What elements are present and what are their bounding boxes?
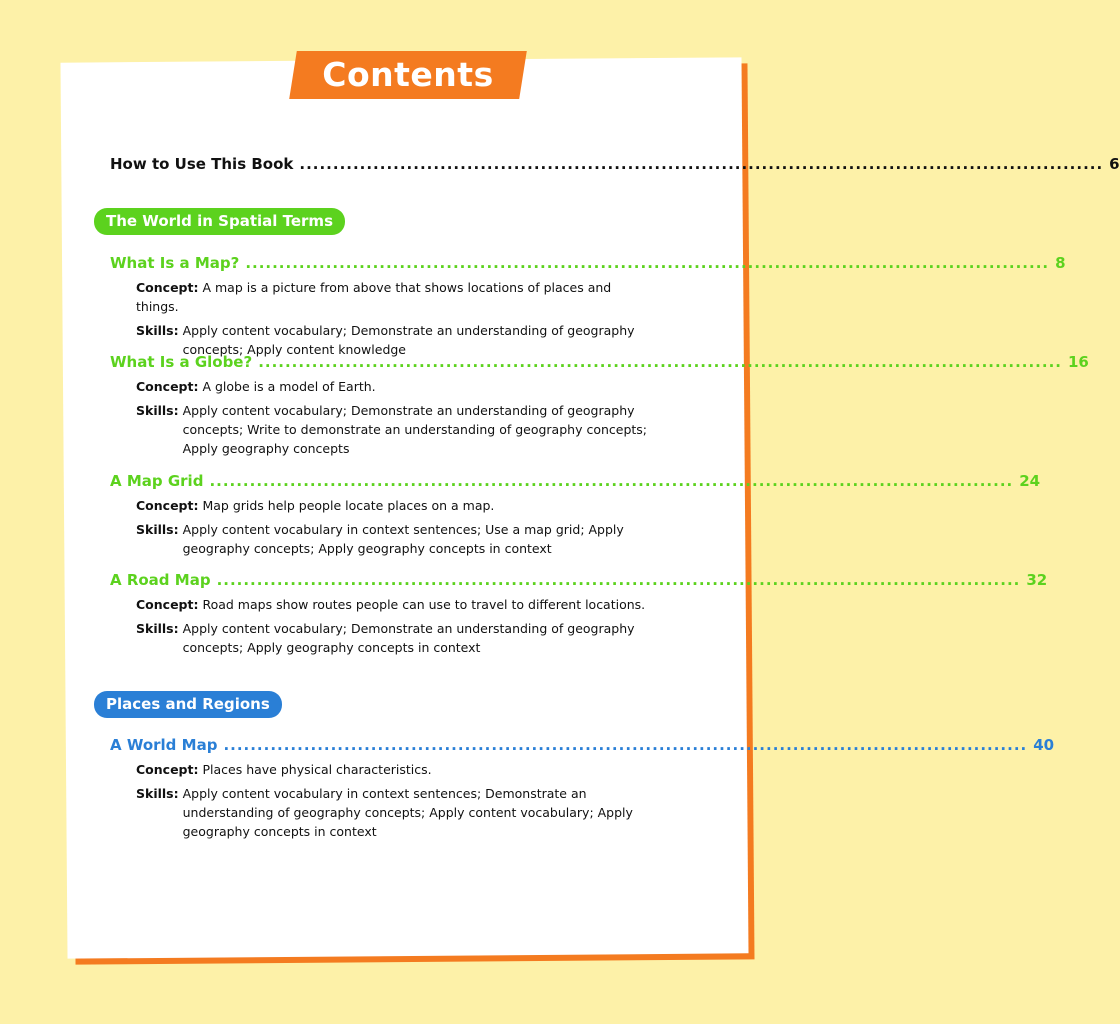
concept-text: Places have physical characteristics. [202, 762, 432, 777]
skills-line [136, 784, 656, 841]
skills-line [136, 520, 656, 558]
toc-entry-title: A Road Map [110, 571, 211, 589]
toc-page-number: 8 [1055, 254, 1066, 272]
concept-label: Concept: [136, 379, 199, 394]
skills-text: Apply content vocabulary; Demonstrate an understanding of geography concepts; Write to demonstrate an understanding of geography concepts; Apply geography concepts [182, 403, 648, 456]
dot-leader: ........................................................................................................................ [245, 254, 1050, 272]
toc-page-number: 40 [1033, 736, 1055, 754]
toc-entry-a-world-map[interactable] [110, 736, 1055, 754]
dot-leader: ........................................................................................................................ [223, 736, 1028, 754]
skills-line [136, 619, 656, 657]
skills-label: Skills: [136, 403, 179, 418]
toc-entry-what-is-a-globe[interactable] [110, 353, 1089, 371]
dot-leader: ........................................................................................................................ [258, 353, 1062, 371]
skills-text: Apply content vocabulary in context sentences; Use a map grid; Apply geography concepts; Apply geography concepts in context [182, 522, 624, 556]
entry-details [136, 377, 656, 458]
skills-text: Apply content vocabulary; Demonstrate an understanding of geography concepts; Apply content knowledge [182, 323, 635, 357]
concept-line [136, 496, 656, 515]
skills-text: Apply content vocabulary; Demonstrate an understanding of geography concepts; Apply geography concepts in context [182, 621, 635, 655]
skills-label: Skills: [136, 522, 179, 537]
toc-entry-title: What Is a Globe? [110, 353, 253, 371]
dot-leader: ........................................................................................................................ [209, 472, 1014, 490]
concept-line [136, 595, 656, 614]
toc-page-number: 24 [1019, 472, 1041, 490]
skills-label: Skills: [136, 621, 179, 636]
entry-details [136, 278, 656, 359]
toc-entry-title: A World Map [110, 736, 218, 754]
skills-label: Skills: [136, 323, 179, 338]
page-title: Contents [322, 55, 494, 94]
concept-text: A globe is a model of Earth. [202, 379, 376, 394]
entry-details [136, 760, 656, 841]
toc-entry-a-map-grid[interactable] [110, 472, 1041, 490]
dot-leader: ........................................................................................................................ [216, 571, 1021, 589]
entry-details [136, 595, 656, 657]
concept-line [136, 377, 656, 396]
toc-page-number: 16 [1067, 353, 1089, 371]
concept-line [136, 278, 656, 316]
toc-entry-how-to-use[interactable] [110, 155, 1120, 173]
skills-label: Skills: [136, 786, 179, 801]
concept-text: A map is a picture from above that shows locations of places and things. [136, 280, 612, 314]
toc-entry-title: How to Use This Book [110, 155, 294, 173]
entry-details [136, 496, 656, 558]
toc-entry-title: What Is a Map? [110, 254, 240, 272]
toc-entry-what-is-a-map[interactable] [110, 254, 1066, 272]
concept-text: Road maps show routes people can use to travel to different locations. [202, 597, 646, 612]
toc-entry-title: A Map Grid [110, 472, 204, 490]
section-heading-spatial-terms: The World in Spatial Terms [94, 208, 345, 235]
toc-page-number: 32 [1026, 571, 1048, 589]
toc-page-number: 6 [1109, 155, 1120, 173]
skills-line [136, 401, 656, 458]
concept-label: Concept: [136, 498, 199, 513]
skills-text: Apply content vocabulary in context sentences; Demonstrate an understanding of geography concepts; Apply content vocabulary; Apply geography concepts in context [182, 786, 633, 839]
section-heading-places-regions: Places and Regions [94, 691, 282, 718]
concept-label: Concept: [136, 597, 199, 612]
toc-entry-a-road-map[interactable] [110, 571, 1048, 589]
concept-line [136, 760, 656, 779]
concept-label: Concept: [136, 762, 199, 777]
concept-text: Map grids help people locate places on a map. [202, 498, 495, 513]
concept-label: Concept: [136, 280, 199, 295]
dot-leader: ........................................................................................................................ [299, 155, 1104, 173]
